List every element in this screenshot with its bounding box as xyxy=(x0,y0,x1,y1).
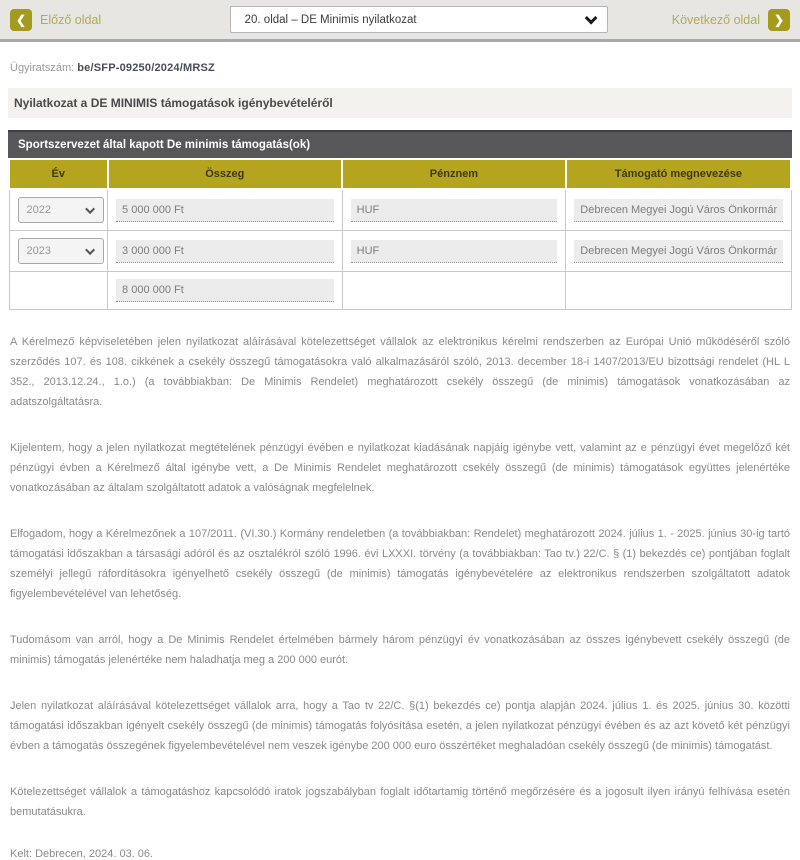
declaration-paragraph: Kijelentem, hogy a jelen nyilatkozat megtételének pénzügyi évében e nyilatkozat kiadásának napjáig igénybe vett, valamint az e pénzügyi évet megelőző két pénzügyi évben a Kérelmező által igénybe vett, a De Minimis Rendelet meghatározott csekély összegű (de minimis) támogatások együttes jelenértéke vonatkozásában az általam szolgáltatott adatok a valóságnak megfelelnek. xyxy=(10,442,790,494)
year-select-value: 2022 xyxy=(26,204,51,216)
total-amount-input[interactable] xyxy=(116,279,334,302)
page-select-dropdown[interactable] xyxy=(230,6,609,33)
chevron-down-icon xyxy=(85,245,95,255)
column-header-currency: Pénznem xyxy=(342,159,566,189)
column-header-supporter: Támogató megnevezése xyxy=(566,159,791,189)
next-page-label: Következő oldal xyxy=(671,12,760,27)
supporter-input[interactable] xyxy=(574,240,782,263)
chevron-down-icon xyxy=(85,204,95,214)
currency-input[interactable] xyxy=(351,240,558,263)
table-row xyxy=(9,189,791,231)
chevron-right-icon: ❯ xyxy=(773,12,785,27)
year-select-value: 2023 xyxy=(26,245,51,257)
page-title: Nyilatkozat a DE MINIMIS támogatások igénybevételéről xyxy=(8,88,792,118)
chevron-left-icon: ❮ xyxy=(15,12,27,27)
declaration-paragraph: A Kérelmező képviseletében jelen nyilatkozat aláírásával kötelezettséget vállalok az elektronikus kérelmi rendszerben az Európai Unió működéséről szóló szerződés 107. és 108. cikkének a csekély összegű támogatásokra való alkalmazásáról szóló, 2013. december 18-i 1407/2013/EU bizottsági rendelet (HL L 352., 2013.12.24., 1.o.) (a továbbiakban: De Minimis Rendelet) meghatározott csekély összegű (de minimis) támogatások vonatkozásában az adatszolgáltatásra. xyxy=(10,336,790,408)
table-total-row xyxy=(9,272,791,310)
pager-bar xyxy=(0,0,800,42)
amount-input[interactable] xyxy=(116,199,334,222)
column-header-year: Év xyxy=(9,159,108,189)
declaration-paragraph: Tudomásom van arról, hogy a De Minimis Rendelet értelmében bármely három pénzügyi év vonatkozásában az összes igénybevett csekély összegű (de minimis) támogatás jelenértéke nem haladhatja meg a 200 000 eurót. xyxy=(10,634,790,666)
document-body xyxy=(0,42,800,860)
column-header-amount: Összeg xyxy=(108,159,343,189)
dated-line: Kelt: Debrecen, 2024. 03. 06. xyxy=(10,848,154,860)
case-number-line xyxy=(8,62,792,74)
year-select[interactable] xyxy=(18,197,104,223)
declaration-paragraph: Jelen nyilatkozat aláírásával kötelezettséget vállalok arra, hogy a Tao tv 22/C. §(1) bekezdés ce) pontja alapján 2024. július 1. és 2025. június 30. közötti támogatási időszakban igényelt csekély összegű (de minimis) támogatás folyósítása esetén, a jelen nyilatkozat pénzügyi évében és az azt követő két pénzügyi évben a támogatás összegének figyelembevételével nem veszek igénybe 200 000 euro összértéket meghaladóan csekély összegű (de minimis) támogatást. xyxy=(10,700,790,752)
previous-page-button[interactable] xyxy=(10,9,32,31)
de-minimis-table xyxy=(8,158,792,310)
page-select-value: 20. oldal – DE Minimis nyilatkozat xyxy=(244,13,417,26)
declaration-paragraph: Kötelezettséget vállalok a támogatáshoz kapcsolódó iratok jogszabályban foglalt időtartamig történő megőrzésére és a jogosult ilyen irányú felhívása esetén bemutatásukra. xyxy=(10,786,790,818)
year-select[interactable] xyxy=(18,238,104,264)
supporter-input[interactable] xyxy=(574,199,782,222)
currency-input[interactable] xyxy=(351,199,558,222)
previous-page-label: Előző oldal xyxy=(40,12,102,27)
table-header-row xyxy=(9,159,791,189)
amount-input[interactable] xyxy=(116,240,334,263)
table-row xyxy=(9,231,791,272)
next-page-button[interactable] xyxy=(768,9,790,31)
table-caption: Sportszervezet által kapott De minimis támogatás(ok) xyxy=(8,130,792,158)
case-number-value: be/SFP-09250/2024/MRSZ xyxy=(77,62,215,74)
case-number-label: Ügyiratszám: xyxy=(10,62,75,74)
declaration-paragraph: Elfogadom, hogy a Kérelmezőnek a 107/2011. (VI.30.) Kormány rendeletben (a továbbiakban: Rendelet) meghatározott 2024. július 1. - 2025. június 30-ig tartó támogatási időszakban a társasági adóról és az osztalékról szóló 1996. évi LXXXI. törvény (a továbbiakban: Tao tv.) 22/C. § (1) bekezdés ce) pontjában foglalt személyi jellegű ráfordításokra igényelhető csekély összegű (de minimis) támogatás igénybevételére az elektronikus rendszerben szolgáltatott adatok figyelembevételével van lehetőség. xyxy=(10,528,790,600)
